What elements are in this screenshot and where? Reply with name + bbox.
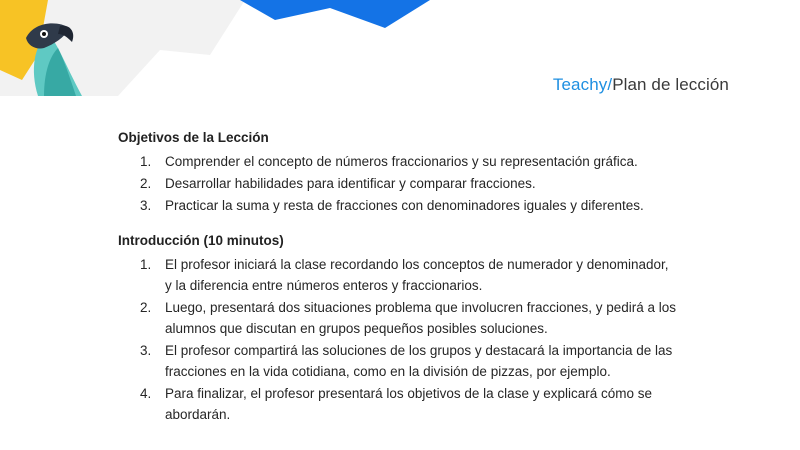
list-item — [118, 254, 678, 296]
list-number: 3. — [140, 343, 152, 358]
breadcrumb-separator: / — [607, 75, 613, 94]
list-number: 2. — [140, 300, 152, 315]
list-number: 4. — [140, 386, 152, 401]
introduction-list — [118, 254, 678, 425]
list-item — [118, 173, 678, 194]
section-title: Introducción (10 minutos) — [118, 233, 284, 248]
list-item — [118, 195, 678, 216]
list-text: El profesor iniciará la clase recordando los conceptos de numerador y denominador, y la diferencia entre números enteros y fraccionarios. — [165, 257, 669, 293]
list-item — [118, 340, 678, 382]
section-title: Objetivos de la Lección — [118, 130, 269, 145]
list-number: 1. — [140, 154, 152, 169]
list-item — [118, 297, 678, 339]
introduction-section — [118, 231, 678, 425]
list-text: Para finalizar, el profesor presentará los objetivos de la clase y explicará cómo se abordarán. — [165, 386, 652, 422]
lesson-content — [118, 128, 678, 440]
list-number: 2. — [140, 176, 152, 191]
list-text: El profesor compartirá las soluciones de los grupos y destacará la importancia de las fracciones en la vida cotidiana, como en la división de pizzas, por ejemplo. — [165, 343, 673, 379]
objectives-section — [118, 128, 678, 216]
blue-shape — [240, 0, 430, 28]
list-text: Practicar la suma y resta de fracciones con denominadores iguales y diferentes. — [165, 198, 644, 213]
brand-breadcrumb — [553, 75, 729, 95]
objectives-list — [118, 151, 678, 216]
list-text: Comprender el concepto de números fraccionarios y su representación gráfica. — [165, 154, 638, 169]
list-item — [118, 383, 678, 425]
brand-name[interactable]: Teachy — [552, 75, 608, 94]
list-number: 3. — [140, 198, 152, 213]
list-number: 1. — [140, 257, 152, 272]
list-text: Luego, presentará dos situaciones problema que involucren fracciones, y pedirá a los alumnos que discutan en grupos pequeños posibles soluciones. — [165, 300, 677, 336]
list-item — [118, 151, 678, 172]
list-text: Desarrollar habilidades para identificar y comparar fracciones. — [165, 176, 536, 191]
breadcrumb-section: Plan de lección — [612, 75, 729, 94]
